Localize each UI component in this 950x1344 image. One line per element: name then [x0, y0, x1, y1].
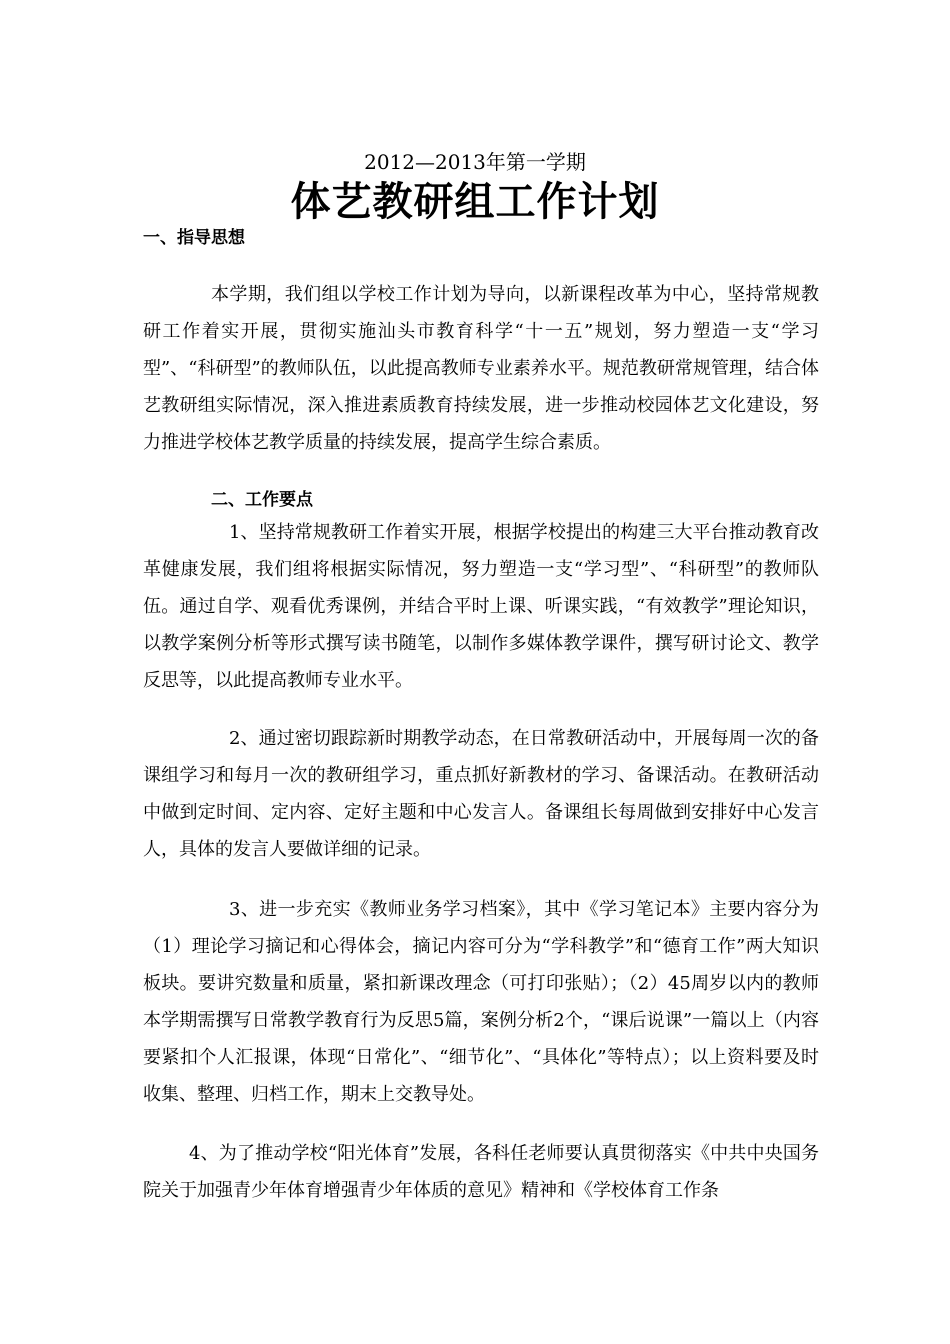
guiding-ideology-paragraph: 本学期，我们组以学校工作计划为导向，以新课程改革为中心，坚持常规教研工作着实开展，贯彻实施汕头市教育科学“十一五”规划，努力塑造一支“学习型”、“科研型”的教师队伍，以此提高教师专业素养水平。规范教研常规管理，结合体艺教研组实际情况，深入推进素质教育持续发展，进一步推动校园体艺文化建设，努力推进学校体艺教学质量的持续发展，提高学生综合素质。	[143, 284, 819, 453]
document-subtitle: 2012—2013年第一学期	[364, 150, 586, 174]
work-point-item-4: 4、为了推动学校“阳光体育”发展，各科任老师要认真贯彻落实《中共中央国务院关于加强青少年体育增强青少年体质的意见》精神和《学校体育工作条	[143, 1143, 819, 1201]
work-point-item-3: 3、进一步充实《教师业务学习档案》，其中《学习笔记本》主要内容分为（1）理论学习摘记和心得体会，摘记内容可分为“学科教学”和“德育工作”两大知识板块。要讲究数量和质量，紧扣新课改理念（可打印张贴）；（2）45周岁以内的教师本学期需撰写日常教学教育行为反思5篇，案例分析2个，“课后说课”一篇以上（内容要紧扣个人汇报课，体现“日常化”、“细节化”、“具体化”等特点）；以上资料要及时收集、整理、归档工作，期末上交教导处。	[143, 899, 819, 1105]
work-point-item-1: 1、坚持常规教研工作着实开展，根据学校提出的构建三大平台推动教育改革健康发展，我们组将根据实际情况，努力塑造一支“学习型”、“科研型”的教师队伍。通过自学、观看优秀课例，并结合平时上课、听课实践，“有效教学”理论知识，以教学案例分析等形式撰写读书随笔，以制作多媒体教学课件，撰写研讨论文、教学反思等，以此提高教师专业水平。	[143, 522, 819, 691]
work-point-item-2: 2、通过密切跟踪新时期教学动态，在日常教研活动中，开展每周一次的备课组学习和每月一次的教研组学习，重点抓好新教材的学习、备课活动。在教研活动中做到定时间、定内容、定好主题和中心发言人。备课组长每周做到安排好中心发言人，具体的发言人要做详细的记录。	[143, 728, 819, 860]
section-heading-guiding-ideology: 一、指导思想	[143, 228, 245, 248]
section-heading-work-points: 二、工作要点	[211, 490, 313, 510]
document-title: 体艺教研组工作计划	[290, 178, 660, 225]
